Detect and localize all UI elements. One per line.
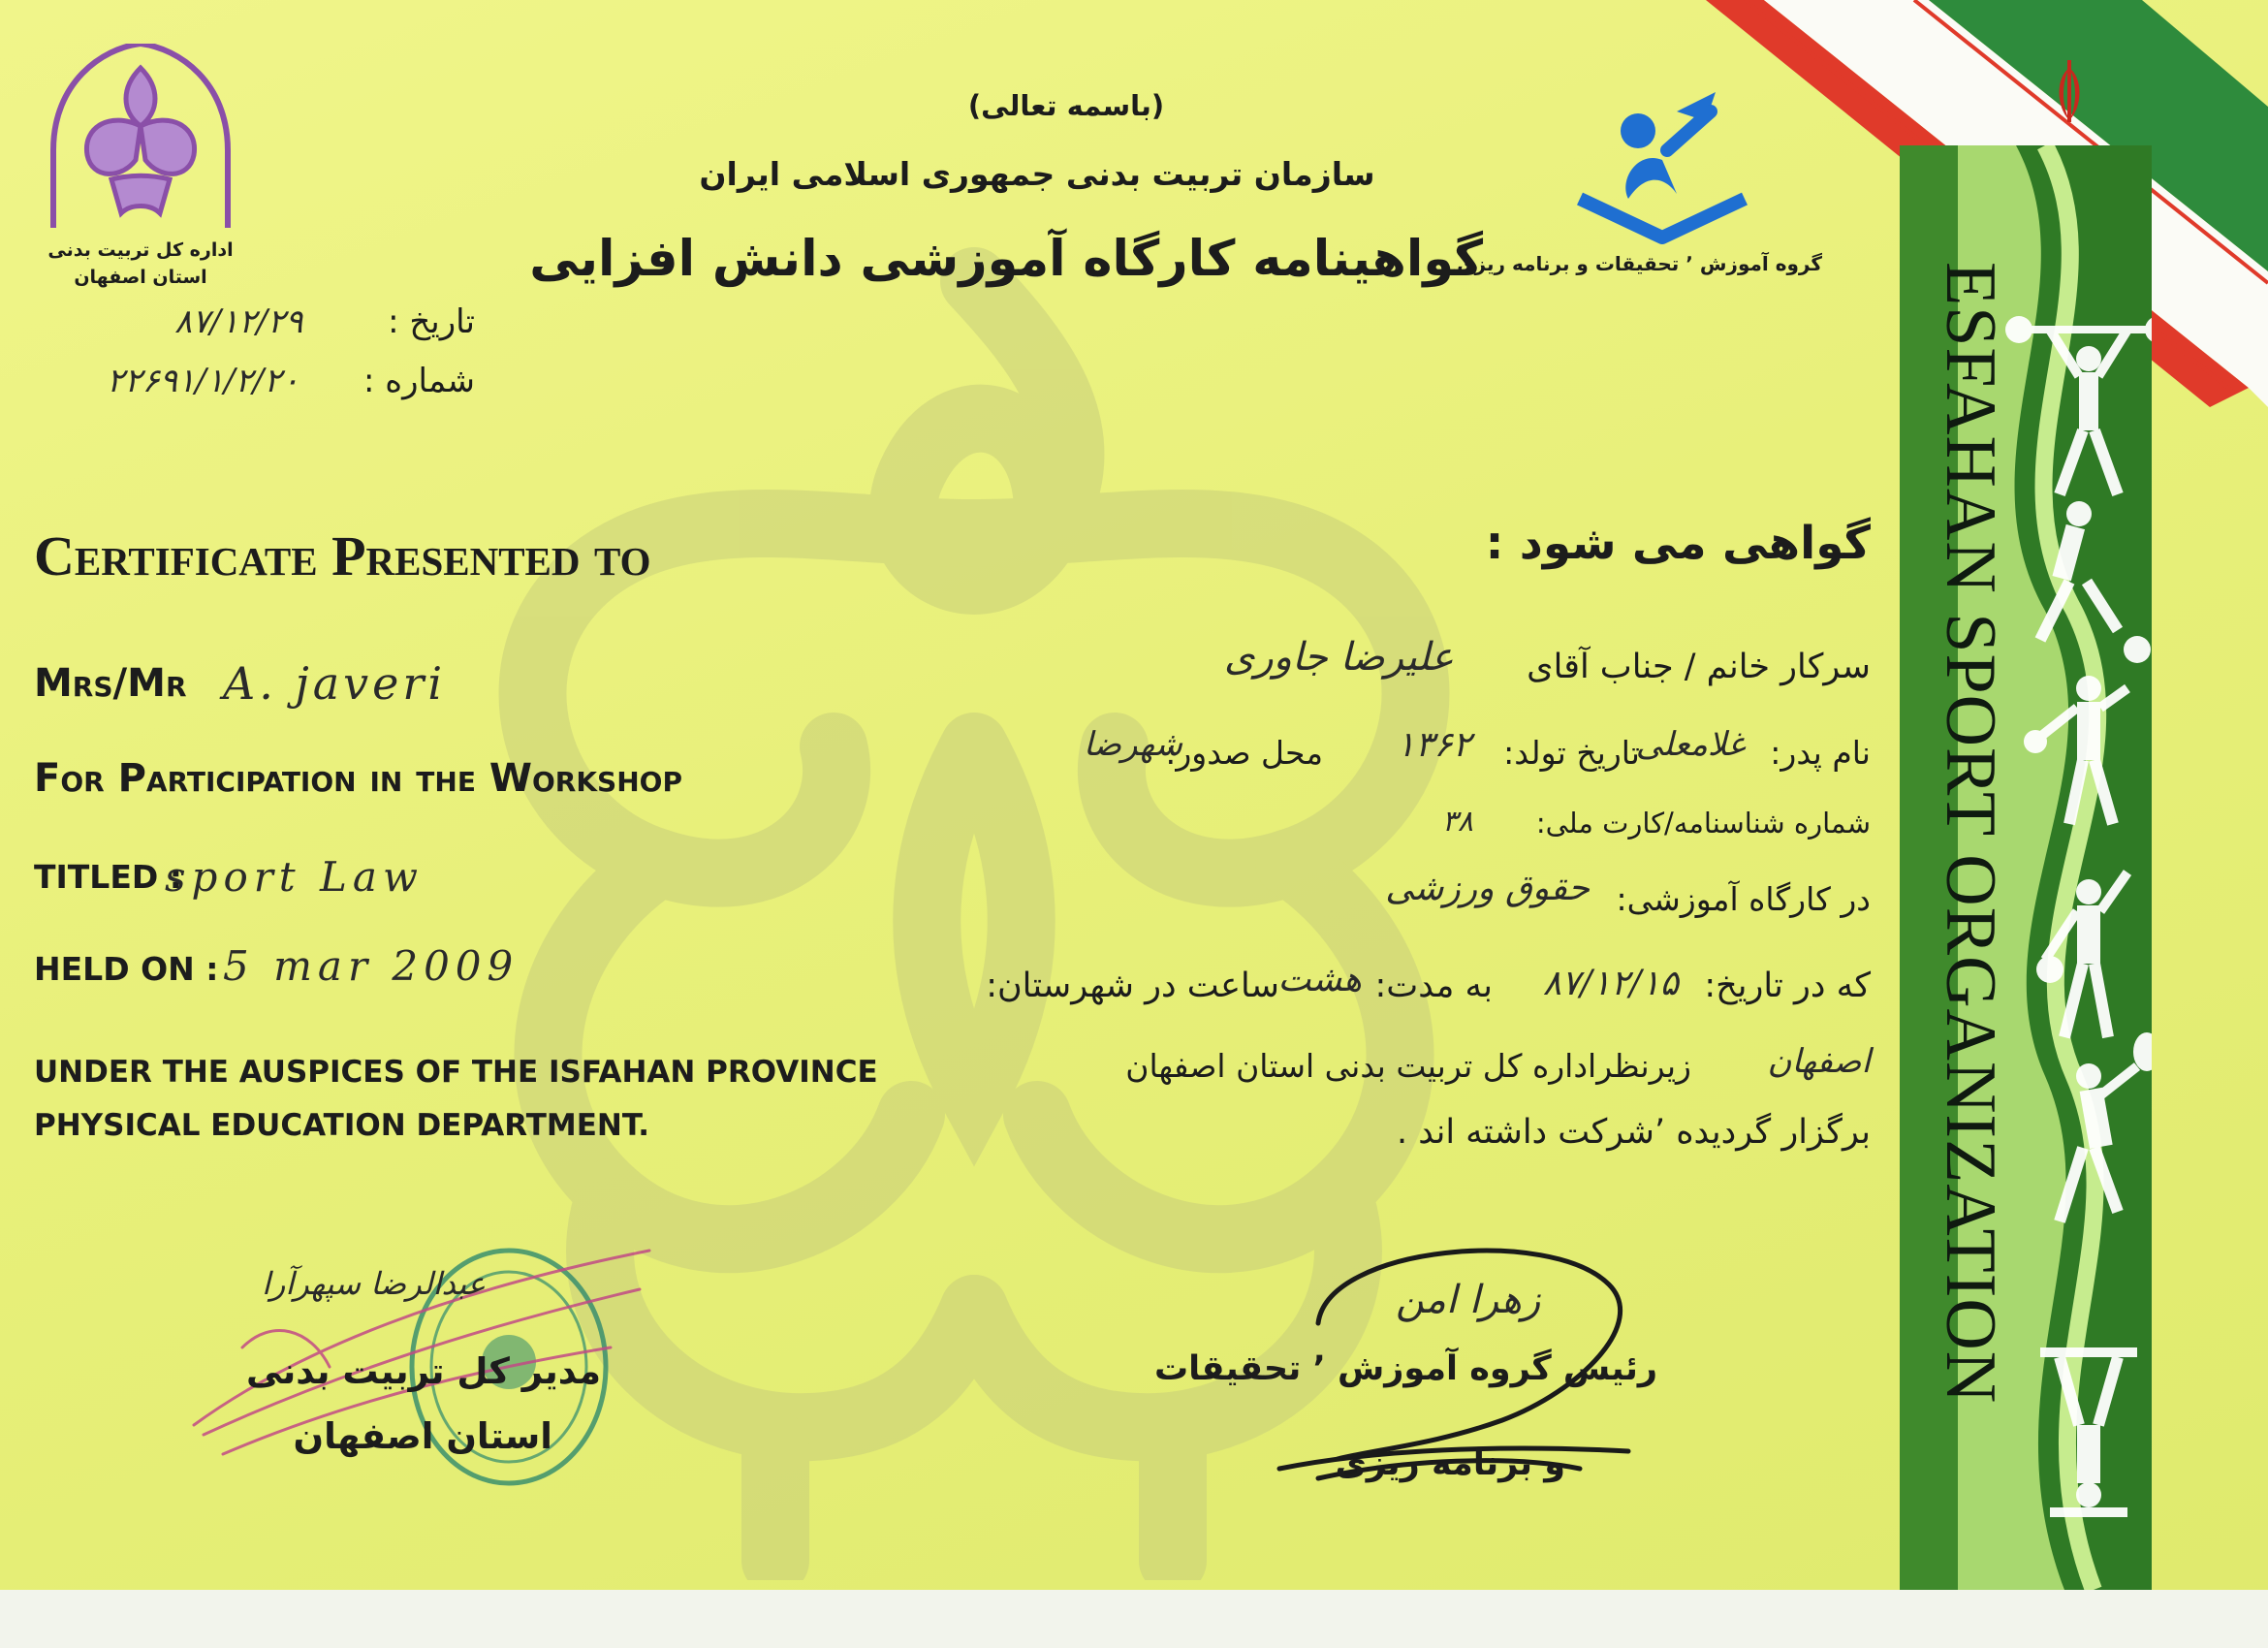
persian-duration-value: هشت (1277, 960, 1362, 999)
english-auspices-line1: UNDER THE AUSPICES OF THE ISFAHAN PROVINCE (34, 1055, 878, 1090)
left-signer-title-line2: استان اصفهان (293, 1415, 552, 1457)
persian-workshop-label: در کارگاه آموزشی: (1616, 880, 1871, 918)
persian-city-value: اصفهان (1767, 1042, 1871, 1081)
organization-name: سازمان تربیت بدنی جمهوری اسلامی ایران (699, 155, 1375, 193)
persian-date-value: ۸۷/۱۲/۱۵ (1542, 964, 1679, 1003)
persian-duration-label: به مدت: (1374, 967, 1493, 1005)
persian-issue-label: محل صدور: (1165, 734, 1323, 772)
english-titled-label: TITLED : (34, 858, 182, 896)
persian-supervision: زیرنظراداره کل تربیت بدنی استان اصفهان (1125, 1047, 1691, 1085)
right-logo-caption: گروه آموزش ٬ تحقیقات و برنامه ریزی (1457, 252, 1822, 275)
left-logo-caption-line2: استان اصفهان (74, 267, 207, 288)
persian-name-value: علیرضا جاوری (1224, 635, 1454, 680)
persian-name-label: سرکار خانم / جناب آقای (1527, 648, 1871, 686)
persian-id-label: شماره شناسنامه/کارت ملی: (1535, 807, 1871, 840)
persian-birth-label: تاریخ تولد: (1503, 734, 1640, 772)
persian-father-value: غلامعلی (1635, 725, 1745, 764)
left-signer-title-line1: مدیر کل تربیت بدنی (245, 1350, 601, 1392)
persian-id-value: ۳۸ (1441, 805, 1473, 839)
persian-workshop-value: حقوق ورزشی (1385, 869, 1590, 908)
english-name-value: A. javeri (223, 657, 447, 710)
certificate-title: گواهینامه کارگاه آموزشی دانش افزایی (529, 231, 1483, 288)
sidebar-vertical-text: ESFAHAN SPORT ORGANIZATION (1931, 262, 2010, 1405)
english-name-label: Mrs/Mr (34, 661, 187, 706)
persian-held-text: برگزار گردیده ٬شرکت داشته اند . (1396, 1113, 1871, 1152)
education-research-logo-icon (1570, 92, 1754, 247)
number-label: شماره : (363, 362, 475, 400)
number-value: ۲۲۶۹۱/۱/۲/۲۰ (107, 362, 299, 400)
english-participation: For Participation in the Workshop (34, 756, 682, 801)
right-signer-name: زهرا امن (1396, 1278, 1541, 1322)
english-held-value: 5 mar 2009 (223, 942, 520, 990)
left-logo-caption-line1: اداره کل تربیت بدنی (47, 239, 234, 261)
persian-birth-value: ۱۳۶۲ (1396, 725, 1471, 765)
persian-issue-value: شهرضا (1083, 725, 1182, 764)
persian-date-prefix: که در تاریخ: (1704, 967, 1871, 1005)
page-bottom-margin (0, 1590, 2268, 1648)
persian-certifies: گواهی می شود : (1485, 517, 1871, 570)
persian-city-label: ساعت در شهرستان: (986, 967, 1279, 1005)
persian-father-label: نام پدر: (1770, 734, 1871, 772)
english-titled-value: sport Law (165, 853, 424, 901)
english-auspices-line2: PHYSICAL EDUCATION DEPARTMENT. (34, 1108, 650, 1143)
english-held-label: HELD ON : (34, 950, 219, 988)
date-value: ۸۷/۱۲/۲۹ (174, 302, 303, 341)
english-heading: Certificate Presented to (34, 524, 651, 587)
date-label: تاریخ : (388, 302, 475, 341)
isfahan-pe-logo-icon (44, 44, 237, 233)
left-signer-name: عبدالرضا سپهرآرا (262, 1265, 487, 1302)
right-signer-title-line1: رئیس گروه آموزش ٬ تحقیقات (1153, 1349, 1657, 1388)
right-signer-title-line2: و برنامه ریزی (1335, 1444, 1565, 1483)
invocation: (باسمه تعالی) (967, 89, 1165, 122)
